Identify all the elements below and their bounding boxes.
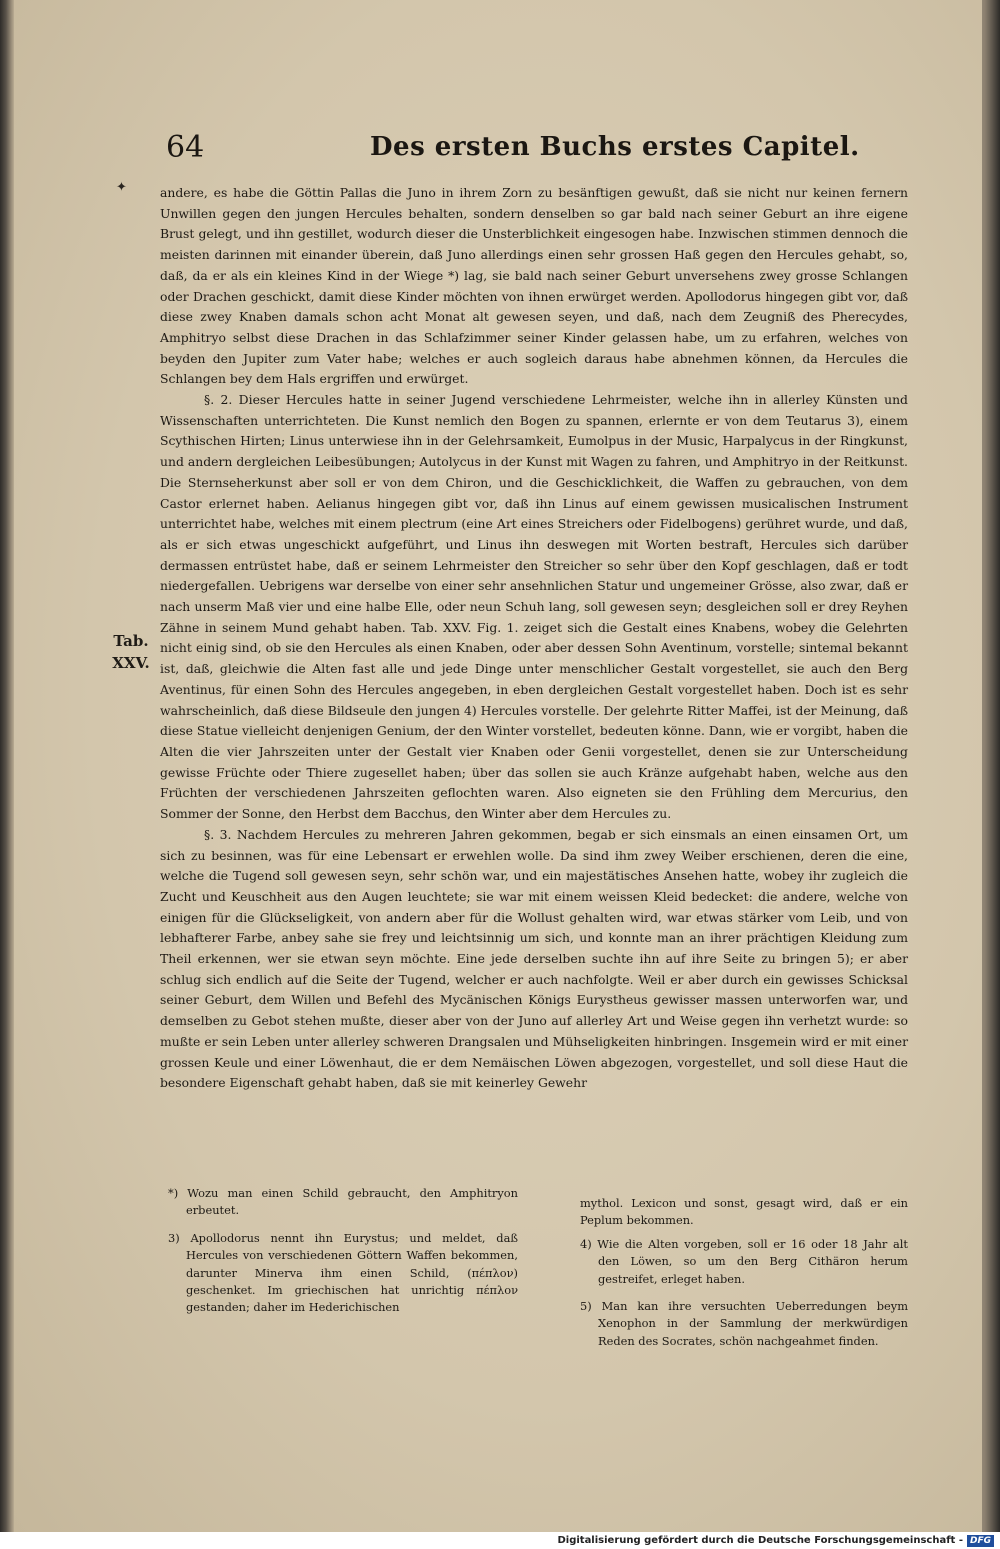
plate-reference-label	[108, 630, 154, 674]
plate-label-line1: Tab.	[113, 632, 149, 650]
footnote-asterisk: *) Wozu man einen Schild gebraucht, den Amphitryon erbeutet.	[168, 1186, 518, 1218]
footnotes-left-column	[168, 1185, 518, 1327]
paragraph-intro: andere, es habe die Göttin Pallas die Juno in ihrem Zorn zu besänftigen gewußt, daß sie nicht nur keinen fernern Unwillen gegen den jungen Hercules behalten, sondern denselben so gar bald nach seiner Geburt an ihre eigene Brust gelegt, und ihn gestillet, wodurch dieser die Unsterblichkeit eingesogen habe. Inzwischen stimmen dennoch die meisten darinnen mit einander überein, daß Juno allerdings einen sehr grossen Haß gegen den Hercules gehabt, so, daß, da er als ein kleines Kind in der Wiege *) lag, sie bald nach seiner Geburt unversehens zwey grosse Schlangen oder Drachen geschickt, damit diese Kinder möchten von ihnen erwürget werden. Apollodorus hingegen gibt vor, daß diese zwey Knaben damals schon acht Monat alt gewesen seyen, und daß, nach dem Zeugniß des Pherecydes, Amphitryo selbst diese Drachen in das Schlafzimmer seiner Kinder gelassen habe, um zu erfahren, welches von beyden den Jupiter zum Vater habe; welches er auch sogleich daraus habe abnehmen können, da Hercules die Schlangen bey dem Hals ergriffen und erwürget.	[160, 185, 908, 387]
footnote-4: 4) Wie die Alten vorgeben, soll er 16 oder 18 Jahr alt den Löwen, so um den Berg Cithäron herum gestreifet, erleget haben.	[580, 1236, 908, 1286]
dfg-logo: DFG	[967, 1535, 994, 1547]
paragraph-section-2: §. 2. Dieser Hercules hatte in seiner Jugend verschiedene Lehrmeister, welche ihn in allerley Künsten und Wissenschaften unterrichteten. Die Kunst nemlich den Bogen zu spannen, erlernte er von dem Teutarus 3), einem Scythischen Hirten; Linus unterwiese ihn in der Gelehrsamkeit, Eumolpus in der Music, Harpalycus in der Ringkunst, und andern dergleichen Leibesübungen; Autolycus in der Kunst mit Wagen zu fahren, und Amphitryo in der Reitkunst. Die Sternseherkunst aber soll er von dem Chiron, und die Geschicklichkeit, die Waffen zu gebrauchen, von dem Castor erlernet haben. Aelianus hingegen gibt vor, daß ihn Linus auf einem gewissen musicalischen Instrument unterrichtet habe, welches mit einem plectrum (eine Art eines Streichers oder Fidelbogens) gerühret wurde, und daß, als er sich etwas ungeschickt aufgeführt, und Linus ihn deswegen mit Worten bestraft, Hercules sich darüber dermassen entrüstet habe, daß er seinem Lehrmeister den Streicher so sehr über den Kopf geschlagen, daß er todt niedergefallen. Uebrigens war derselbe von einer sehr ansehnlichen Statur und ungemeiner Grösse, also zwar, daß er nach unserm Maß vier und eine halbe Elle, oder neun Schuh lang, soll gewesen seyn; desgleichen soll er drey Reyhen Zähne in seinem Mund gehabt haben. Tab. XXV. Fig. 1. zeiget sich die Gestalt eines Knabens, wobey die Gelehrten nicht einig sind, ob sie den Hercules als einen Knaben, oder aber dessen Sohn Aventinum, vorstelle; sintemal bekannt ist, daß, gleichwie die Alten fast alle und jede Dinge unter menschlicher Gestalt vorgestellet, sie auch den Berg Aventinus, für einen Sohn des Hercules angegeben, in eben dergleichen Gestalt vorgestellet haben. Doch ist es sehr wahrscheinlich, daß diese Bildseule den jungen 4) Hercules vorstelle. Der gelehrte Ritter Maffei, ist der Meinung, daß diese Statue vielleicht denjenigen Genium, der den Winter vorstellet, bedeuten könne. Dann, wie er vorgibt, haben die Alten die vier Jahrszeiten unter der Gestalt vier Knaben oder Genii vorgestellet, denen sie zur Unterscheidung gewisse Früchte oder Thiere zugesellet haben; über das sollen sie auch Kränze aufgehabt haben, welche aus den Früchten der verschiedenen Jahrszeiten geflochten waren. Also eigneten sie den Frühling dem Mercurius, den Sommer der Sonne, den Herbst dem Bacchus, den Winter aber dem Hercules zu.	[160, 392, 908, 822]
page-number: 64	[166, 130, 205, 165]
footnote-5: 5) Man kan ihre versuchten Ueberredungen beym Xenophon in der Sammlung der merkwürdigen Reden des Socrates, schön nachgeahmet finden.	[580, 1299, 908, 1348]
paragraph-section-3: §. 3. Nachdem Hercules zu mehreren Jahren gekommen, begab er sich einsmals an einen einsamen Ort, um sich zu besinnen, was für eine Lebensart er erwehlen wolle. Da sind ihm zwey Weiber erschienen, deren die eine, welche die Tugend soll gewesen seyn, sehr schön war, und ein majestätisches Ansehen hatte, wobey ihr zugleich die Zucht und Keuschheit aus den Augen leuchtete; sie war mit einem weissen Kleid bedecket: die andere, welche von einigen für die Glückseligkeit, von andern aber für die Wollust gehalten wird, war etwas stärker vom Leib, und von lebhafterer Farbe, anbey sahe sie frey und leichtsinnig um sich, und konnte man an ihrer prächtigen Kleidung zum Theil erkennen, wer sie etwan seyn möchte. Eine jede derselben suchte ihn auf ihre Seite zu bringen 5); er aber schlug sich endlich auf die Seite der Tugend, welcher er auch nachfolgte. Weil er aber durch ein gewisses Schicksal seiner Geburt, dem Willen und Befehl des Mycänischen Königs Eurystheus gewisser massen unterworfen war, und demselben zu Gebot stehen mußte, dieser aber von der Juno auf allerley Art und Weise gegen ihn verhetzt wurde: so mußte er sein Leben unter allerley schweren Drangsalen und Mühseligkeiten hinbringen. Insgemein wird er mit einer grossen Keule und einer Löwenhaut, die er dem Nemäischen Löwen abgezogen, vorgestellet, und soll diese Haut die besondere Eigenschaft gehabt haben, daß sie mit keinerley Gewehr	[160, 826, 908, 1091]
page-header	[150, 128, 860, 172]
plate-label-line2: XXV.	[112, 654, 150, 672]
footnote-3-continuation: mythol. Lexicon und sonst, gesagt wird, daß er ein Peplum bekommen.	[580, 1196, 908, 1228]
funding-credit: Digitalisierung gefördert durch die Deutsche Forschungsgemeinschaft -	[557, 1535, 963, 1546]
chapter-title: Des ersten Buchs erstes Capitel.	[370, 132, 860, 162]
margin-mark: ✦	[116, 180, 127, 195]
footnote-3: 3) Apollodorus nennt ihn Eurystus; und meldet, daß Hercules von verschiedenen Göttern Waffen bekommen, darunter Minerva ihm einen Schild, (πέπλον) geschenket. Im griechischen hat unrichtig πέπλον gestanden; daher im Hederichischen	[168, 1230, 518, 1315]
footnotes-right-column	[580, 1195, 908, 1360]
body-text	[160, 183, 908, 1094]
footnotes	[168, 1185, 908, 1348]
digitization-footer	[0, 1532, 1000, 1549]
